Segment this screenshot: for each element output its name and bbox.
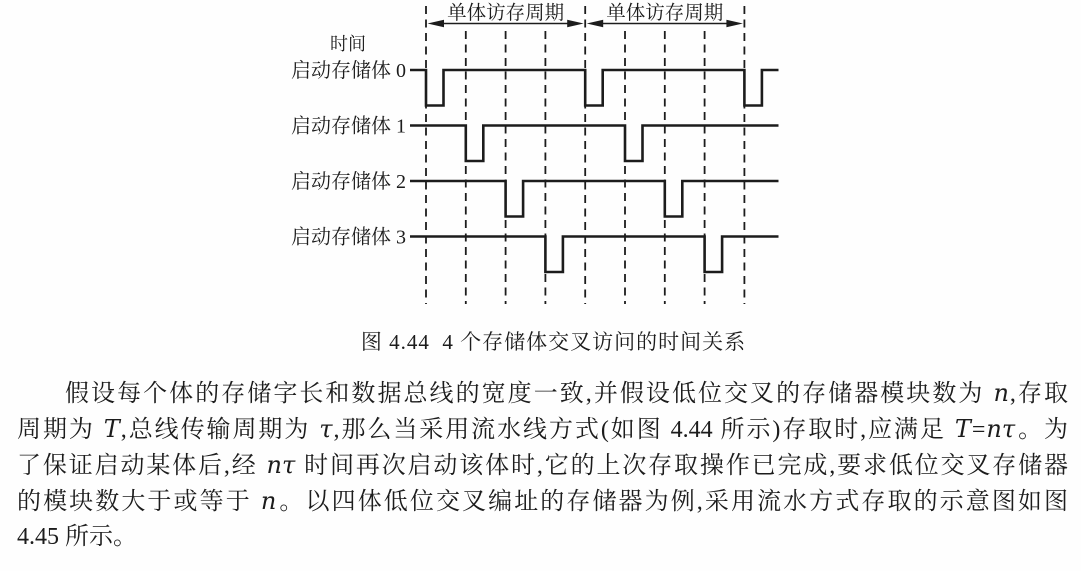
cycle-label: 单体访存周期 — [606, 3, 724, 24]
arrowhead-left-icon — [428, 20, 445, 28]
math-var: T — [954, 415, 971, 443]
text-run: 了保证启动某体后,经 — [17, 453, 266, 479]
math-var: T — [103, 415, 120, 443]
waveform-bank-1 — [410, 126, 779, 162]
text-run: 的模块数大于或等于 — [17, 489, 260, 515]
cycle-label: 单体访存周期 — [447, 3, 565, 24]
arrowhead-right-icon — [567, 20, 584, 28]
math-var: n — [260, 487, 277, 515]
paragraph-line-2 — [17, 412, 1068, 448]
arrowhead-right-icon — [726, 20, 743, 28]
math-var: n — [993, 379, 1009, 407]
text-run: 周期为 — [17, 417, 103, 443]
math-var: nτ — [986, 415, 1016, 443]
row-label-bank-2: 启动存储体 2 — [291, 171, 406, 193]
math-var: nτ — [266, 451, 296, 479]
row-label-bank-0: 启动存储体 0 — [291, 60, 406, 82]
body-paragraph — [17, 376, 1068, 555]
figure-caption: 图 4.44 4 个存储体交叉访问的时间关系 — [360, 330, 747, 354]
text-run: 。以四体低位交叉编址的存储器为例,采用流水方式存取的示意图如图 — [277, 489, 1069, 515]
time-axis-label: 时间 — [330, 34, 366, 54]
text-run: 。为 — [1016, 417, 1069, 443]
text-run: ,那么当采用流水线方式(如图 4.44 所示)存取时,应满足 — [333, 417, 954, 443]
row-label-bank-3: 启动存储体 3 — [291, 226, 406, 249]
row-label-bank-1: 启动存储体 1 — [291, 115, 406, 138]
paragraph-line-4 — [17, 484, 1068, 520]
paragraph-line-3 — [17, 448, 1068, 484]
paragraph-line-5 — [17, 520, 1068, 555]
text-run: = — [971, 417, 986, 443]
text-run: ,总线传输周期为 — [120, 417, 319, 443]
text-run: 假设每个体的存储字长和数据总线的宽度一致,并假设低位交叉的存储器模块数为 — [65, 381, 993, 407]
text-run: 时间再次启动该体时,它的上次存取操作已完成,要求低位交叉存储器 — [296, 453, 1068, 479]
paragraph-line-1 — [17, 376, 1068, 412]
text-run: 4.45 所示。 — [17, 524, 137, 550]
math-var: τ — [319, 415, 333, 443]
text-run: ,存取 — [1009, 381, 1069, 407]
arrowhead-left-icon — [587, 20, 604, 28]
